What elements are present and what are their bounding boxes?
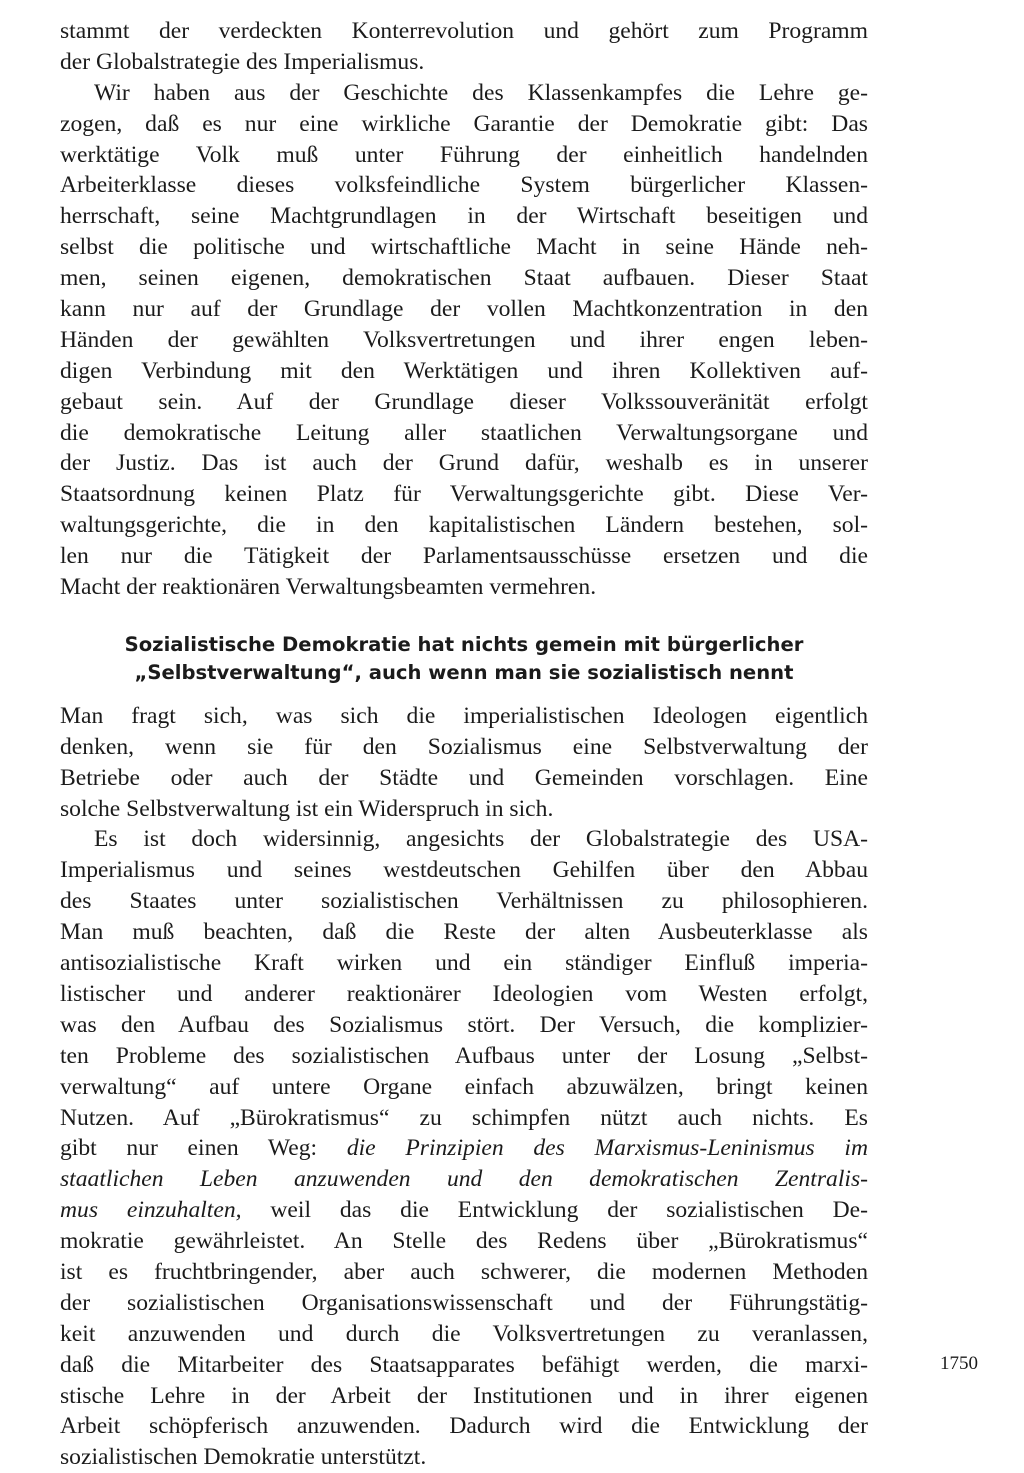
text-column (60, 16, 868, 1473)
text-line: denken, wenn sie für den Sozialismus eine Selbstverwaltung der (60, 733, 868, 760)
text-line: sozialistischen Demokratie unterstützt. (60, 1444, 427, 1471)
paragraph-global-strategy (60, 824, 868, 1473)
text-line: Staatsordnung keinen Platz für Verwaltungsgerichte gibt. Diese Ver- (60, 481, 868, 508)
text-line: Man muß beachten, daß die Reste der alten Ausbeuterklasse als (60, 919, 868, 946)
italic-emphasis: die Prinzipien des Marxismus-Leninismus im (346, 1135, 869, 1162)
text-line: stammt der verdeckten Konterrevolution und gehört zum Programm (60, 18, 868, 44)
text-line-mixed (60, 1195, 868, 1226)
text-line: die demokratische Leitung aller staatlichen Verwaltungsorgane und (60, 419, 868, 446)
text-line: solche Selbstverwaltung ist ein Widerspruch in sich. (60, 795, 554, 822)
text-line: der Globalstrategie des Imperialismus. (60, 48, 425, 75)
paragraph-self-administration (60, 701, 868, 825)
text-line: listischer und anderer reaktionärer Ideologien vom Westen erfolgt, (60, 980, 868, 1007)
text-line: selbst die politische und wirtschaftliche Macht in seine Hände neh- (60, 234, 868, 261)
text-line: waltungsgerichte, die in den kapitalistischen Ländern bestehen, sol- (60, 512, 868, 539)
section-heading (60, 631, 868, 687)
text-line: werktätige Volk muß unter Führung der einheitlich handelnden (60, 141, 868, 168)
text-line: stische Lehre in der Arbeit der Institutionen und in ihrer eigenen (60, 1382, 868, 1409)
text-line: kann nur auf der Grundlage der vollen Machtkonzentration in den (60, 296, 868, 323)
text-line: was den Aufbau des Sozialismus stört. Der Versuch, die komplizier- (60, 1011, 868, 1038)
text-run: weil das die Entwicklung der sozialistischen De- (241, 1197, 869, 1224)
text-line: digen Verbindung mit den Werktätigen und ihren Kollektiven auf- (60, 357, 868, 384)
text-line: zogen, daß es nur eine wirkliche Garantie der Demokratie gibt: Das (60, 110, 868, 137)
text-line: len nur die Tätigkeit der Parlamentsausschüsse ersetzen und die (60, 543, 868, 570)
text-line: der sozialistischen Organisationswissenschaft und der Führungstätig- (60, 1289, 868, 1316)
text-line: gebaut sein. Auf der Grundlage dieser Volkssouveränität erfolgt (60, 388, 868, 415)
text-line: Imperialismus und seines westdeutschen Gehilfen über den Abbau (60, 857, 868, 884)
text-line: men, seinen eigenen, demokratischen Staat aufbauen. Dieser Staat (60, 265, 868, 292)
text-line: Nutzen. Auf „Bürokratismus“ zu schimpfen nützt auch nichts. Es (60, 1104, 868, 1131)
text-line: keit anzuwenden und durch die Volksvertretungen zu veranlassen, (60, 1320, 868, 1347)
text-line: Händen der gewählten Volksvertretungen und ihrer engen leben- (60, 326, 868, 353)
text-run: gibt nur einen Weg: (60, 1135, 347, 1162)
text-line-mixed (60, 1164, 868, 1195)
text-line: antisozialistische Kraft wirken und ein ständiger Einfluß imperia- (60, 950, 868, 977)
text-line: herrschaft, seine Machtgrundlagen in der Wirtschaft beseitigen und (60, 203, 868, 230)
text-line: des Staates unter sozialistischen Verhältnissen zu philosophieren. (60, 888, 868, 915)
italic-emphasis: staatlichen Leben anzuwenden und den demokratischen Zentralis- (60, 1166, 868, 1193)
text-line: Man fragt sich, was sich die imperialistischen Ideologen eigentlich (60, 702, 868, 729)
paragraph-continuation (60, 16, 868, 78)
section-heading-line: „Selbstverwaltung“, auch wenn man sie sozialistisch nennt (134, 660, 794, 684)
text-line: Wir haben aus der Geschichte des Klassenkampfes die Lehre ge- (94, 79, 868, 106)
text-line: ist es fruchtbringender, aber auch schwerer, die modernen Methoden (60, 1258, 868, 1285)
text-line: Macht der reaktionären Verwaltungsbeamten vermehren. (60, 574, 597, 601)
text-line: verwaltung“ auf untere Organe einfach abzuwälzen, bringt keinen (60, 1073, 868, 1100)
text-line: daß die Mitarbeiter des Staatsapparates befähigt werden, die marxi- (60, 1351, 868, 1378)
page-number: 1750 (940, 1353, 978, 1374)
section-heading-line: Sozialistische Demokratie hat nichts gemein mit bürgerlicher (124, 632, 804, 656)
text-line: Betriebe oder auch der Städte und Gemeinden vorschlagen. Eine (60, 764, 868, 791)
text-line: mokratie gewährleistet. An Stelle des Redens über „Bürokratismus“ (60, 1228, 868, 1255)
text-line: der Justiz. Das ist auch der Grund dafür, weshalb es in unserer (60, 450, 868, 477)
paragraph-lesson (60, 78, 868, 603)
text-line: Es ist doch widersinnig, angesichts der Globalstrategie des USA- (94, 826, 868, 853)
text-line: Arbeiterklasse dieses volksfeindliche System bürgerlicher Klassen- (60, 172, 868, 199)
italic-emphasis: mus einzuhalten, (60, 1197, 242, 1224)
text-line: ten Probleme des sozialistischen Aufbaus unter der Losung „Selbst- (60, 1042, 868, 1069)
text-line: Arbeit schöpferisch anzuwenden. Dadurch wird die Entwicklung der (60, 1413, 868, 1440)
text-line-mixed (60, 1133, 868, 1164)
